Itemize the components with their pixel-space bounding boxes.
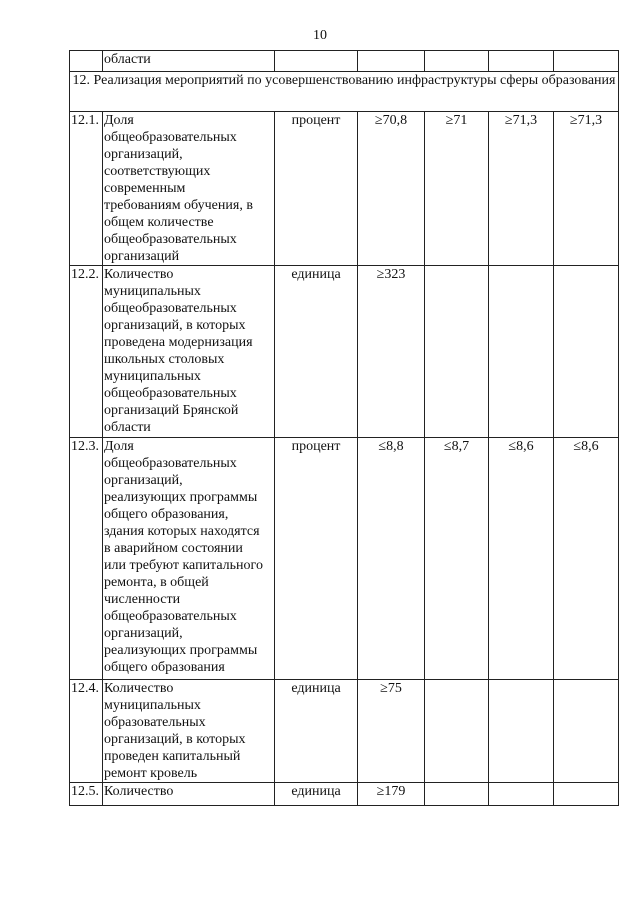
continued-name-cell: области xyxy=(103,51,275,72)
table-row xyxy=(70,680,619,783)
value-cell xyxy=(554,266,619,438)
row-number: 12.1. xyxy=(70,112,103,266)
section-header-row xyxy=(70,72,619,112)
table-row xyxy=(70,783,619,806)
value-cell xyxy=(358,51,425,72)
value-cell xyxy=(554,783,619,806)
table-row-continued xyxy=(70,51,619,72)
value-cell xyxy=(425,266,489,438)
table-row xyxy=(70,266,619,438)
value-cell xyxy=(425,783,489,806)
row-number: 12.2. xyxy=(70,266,103,438)
value-cell: ≤8,8 xyxy=(358,438,425,680)
value-cell xyxy=(554,51,619,72)
value-cell: ≤8,7 xyxy=(425,438,489,680)
value-cell: ≥71 xyxy=(425,112,489,266)
page-number: 10 xyxy=(313,28,327,43)
value-cell: ≥71,3 xyxy=(554,112,619,266)
value-cell: ≥70,8 xyxy=(358,112,425,266)
unit-cell xyxy=(275,51,358,72)
table-row xyxy=(70,112,619,266)
num-cell xyxy=(70,51,103,72)
unit-label: единица xyxy=(275,783,358,806)
indicator-name: Количество муниципальных образовательных организаций, в которых проведен капитальный ремонт кровель xyxy=(103,680,275,783)
value-cell: ≤8,6 xyxy=(554,438,619,680)
indicator-table xyxy=(69,50,619,806)
unit-label: процент xyxy=(275,438,358,680)
unit-label: единица xyxy=(275,680,358,783)
value-cell xyxy=(489,680,554,783)
value-cell: ≥71,3 xyxy=(489,112,554,266)
value-cell xyxy=(489,51,554,72)
value-cell xyxy=(554,680,619,783)
value-cell xyxy=(489,783,554,806)
indicator-name: Количество xyxy=(103,783,275,806)
value-cell xyxy=(489,266,554,438)
value-cell: ≥75 xyxy=(358,680,425,783)
value-cell: ≤8,6 xyxy=(489,438,554,680)
unit-label: процент xyxy=(275,112,358,266)
row-number: 12.5. xyxy=(70,783,103,806)
row-number: 12.4. xyxy=(70,680,103,783)
row-number: 12.3. xyxy=(70,438,103,680)
indicator-name: Количество муниципальных общеобразовательных организаций, в которых проведена модернизация школьных столовых муниципальных общеобразовательных организаций Брянской области xyxy=(103,266,275,438)
section-title: 12. Реализация мероприятий по усовершенствованию инфраструктуры сферы образования xyxy=(70,72,619,112)
indicator-name: Доля общеобразовательных организаций, соответствующих современным требованиям обучения, в общем количестве общеобразовательных организаций xyxy=(103,112,275,266)
value-cell: ≥323 xyxy=(358,266,425,438)
indicator-name: Доля общеобразовательных организаций, реализующих программы общего образования, здания которых находятся в аварийном состоянии или требуют капитального ремонта, в общей численности общеобразовательных организаций, реализующих программы общего образования xyxy=(103,438,275,680)
value-cell xyxy=(425,680,489,783)
value-cell: ≥179 xyxy=(358,783,425,806)
value-cell xyxy=(425,51,489,72)
table-row xyxy=(70,438,619,680)
unit-label: единица xyxy=(275,266,358,438)
